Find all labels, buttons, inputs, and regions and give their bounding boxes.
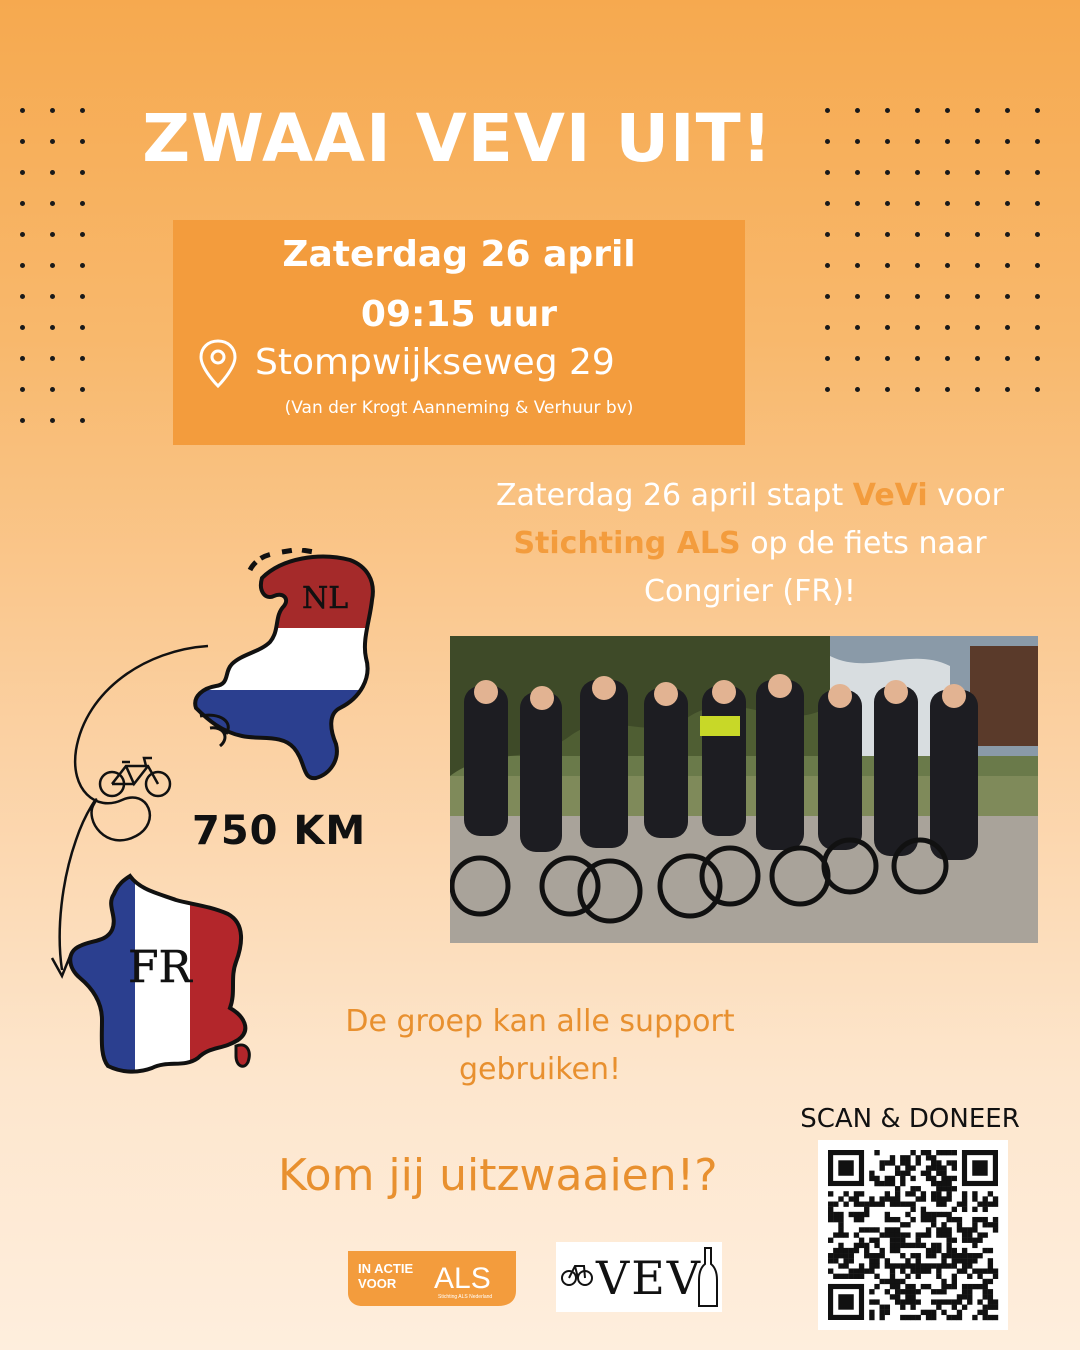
intro-part2: voor [927, 478, 1004, 513]
decorative-dot [80, 325, 85, 330]
decorative-dot [975, 263, 980, 268]
decorative-dot [825, 325, 830, 330]
decorative-dot [855, 294, 860, 299]
decorative-dot [975, 201, 980, 206]
decorative-dot [1035, 356, 1040, 361]
decorative-dot [20, 325, 25, 330]
decorative-dot [1035, 108, 1040, 113]
decorative-dot [885, 325, 890, 330]
decorative-dot [80, 232, 85, 237]
decorative-dot [1005, 387, 1010, 392]
decorative-dot [20, 387, 25, 392]
decorative-dot [915, 294, 920, 299]
decorative-dot [1005, 139, 1010, 144]
decorative-dot [915, 170, 920, 175]
decorative-dot [20, 356, 25, 361]
nl-label: NL [302, 581, 349, 616]
decorative-dot [915, 139, 920, 144]
decorative-dot [825, 201, 830, 206]
vevi-bike-icon [560, 1254, 594, 1288]
decorative-dot [50, 356, 55, 361]
wine-bottle-icon [696, 1246, 720, 1308]
decorative-dot [1005, 356, 1010, 361]
decorative-dot [855, 201, 860, 206]
decorative-dot [885, 356, 890, 361]
decorative-dot [1035, 294, 1040, 299]
decorative-dot [1005, 263, 1010, 268]
vevi-logo-text: VEV [596, 1251, 703, 1305]
intro-part3: op de fiets naar [740, 526, 987, 561]
decorative-dot [80, 294, 85, 299]
decorative-dot [50, 201, 55, 206]
decorative-dot [825, 294, 830, 299]
decorative-dot [1005, 325, 1010, 330]
decorative-dot [975, 139, 980, 144]
decorative-dot [885, 387, 890, 392]
als-logo-line2: VOOR [358, 1276, 397, 1291]
decorative-dot [20, 263, 25, 268]
decorative-dot [975, 387, 980, 392]
decorative-dot [885, 294, 890, 299]
decorative-dot [855, 325, 860, 330]
france-map [60, 870, 255, 1080]
decorative-dot [915, 263, 920, 268]
decorative-dot [825, 356, 830, 361]
decorative-dot [50, 294, 55, 299]
intro-text [440, 472, 1060, 616]
intro-line3: Congrier (FR)! [644, 574, 856, 609]
decorative-dot [20, 232, 25, 237]
decorative-dot [1035, 263, 1040, 268]
decorative-dot [50, 387, 55, 392]
decorative-dot [80, 387, 85, 392]
intro-stichting-highlight: Stichting ALS [513, 526, 741, 561]
als-logo-brand: ALS [434, 1262, 491, 1295]
decorative-dot [975, 232, 980, 237]
scan-donate-label: SCAN & DONEER [800, 1104, 1020, 1134]
event-company: (Van der Krogt Aanneming & Verhuur bv) [284, 398, 634, 418]
decorative-dot [945, 294, 950, 299]
als-logo-line1: IN ACTIE [358, 1261, 414, 1276]
decorative-dot [855, 232, 860, 237]
decorative-dot [20, 418, 25, 423]
als-logo-sub: Stichting ALS Nederland [438, 1294, 493, 1300]
decorative-dot [20, 201, 25, 206]
invitation-question: Kom jij uitzwaaien!? [278, 1150, 718, 1201]
decorative-dot [1005, 108, 1010, 113]
vevi-logo [556, 1242, 722, 1312]
donation-qr-code[interactable] [818, 1140, 1008, 1330]
decorative-dot [915, 387, 920, 392]
location-pin-icon [197, 338, 239, 390]
decorative-dot [1035, 232, 1040, 237]
decorative-dot [1035, 170, 1040, 175]
decorative-dot [50, 325, 55, 330]
decorative-dot [975, 356, 980, 361]
decorative-dot [915, 356, 920, 361]
decorative-dot [50, 232, 55, 237]
decorative-dot [855, 356, 860, 361]
decorative-dot [945, 139, 950, 144]
decorative-dot [975, 294, 980, 299]
decorative-dot [915, 325, 920, 330]
intro-vevi-highlight: VeVi [852, 478, 928, 513]
decorative-dot [945, 325, 950, 330]
page-title: ZWAAI VEVI UIT! [142, 100, 773, 177]
qr-code-pattern [818, 1140, 1008, 1330]
event-address: Stompwijkseweg 29 [255, 342, 615, 383]
decorative-dot [945, 263, 950, 268]
event-time: 09:15 uur [360, 294, 558, 335]
intro-part1: Zaterdag 26 april stapt [495, 478, 853, 513]
decorative-dot [945, 356, 950, 361]
decorative-dot [915, 108, 920, 113]
support-text: De groep kan alle support gebruiken! [345, 1004, 735, 1087]
decorative-dot [885, 263, 890, 268]
decorative-dot [885, 232, 890, 237]
decorative-dot [1035, 139, 1040, 144]
decorative-dot [915, 201, 920, 206]
decorative-dot [1005, 294, 1010, 299]
decorative-dot [915, 232, 920, 237]
event-date: Zaterdag 26 april [282, 234, 636, 275]
decorative-dot [1035, 387, 1040, 392]
decorative-dot [1035, 325, 1040, 330]
decorative-dot [975, 108, 980, 113]
distance-label: 750 KM [192, 808, 367, 854]
decorative-dot [20, 294, 25, 299]
decorative-dot [825, 232, 830, 237]
fr-label: FR [128, 942, 192, 993]
decorative-dot [825, 387, 830, 392]
decorative-dot [945, 201, 950, 206]
decorative-dot [50, 263, 55, 268]
decorative-dot [1005, 170, 1010, 175]
decorative-dot [945, 108, 950, 113]
decorative-dot [945, 232, 950, 237]
decorative-dot [885, 201, 890, 206]
decorative-dot [1035, 201, 1040, 206]
decorative-dot [855, 387, 860, 392]
decorative-dot [945, 387, 950, 392]
bicycle-icon [98, 754, 172, 800]
event-info-box [173, 220, 745, 445]
decorative-dot [1005, 232, 1010, 237]
decorative-dot [1005, 201, 1010, 206]
decorative-dot [80, 201, 85, 206]
decorative-dot [80, 356, 85, 361]
decorative-dot [855, 263, 860, 268]
decorative-dot [945, 170, 950, 175]
decorative-dot [975, 325, 980, 330]
group-photo [450, 636, 1038, 943]
decorative-dot [975, 170, 980, 175]
decorative-dot [50, 418, 55, 423]
decorative-dot [80, 418, 85, 423]
decorative-dot [825, 263, 830, 268]
in-actie-voor-als-logo [348, 1251, 516, 1306]
decorative-dot [80, 263, 85, 268]
